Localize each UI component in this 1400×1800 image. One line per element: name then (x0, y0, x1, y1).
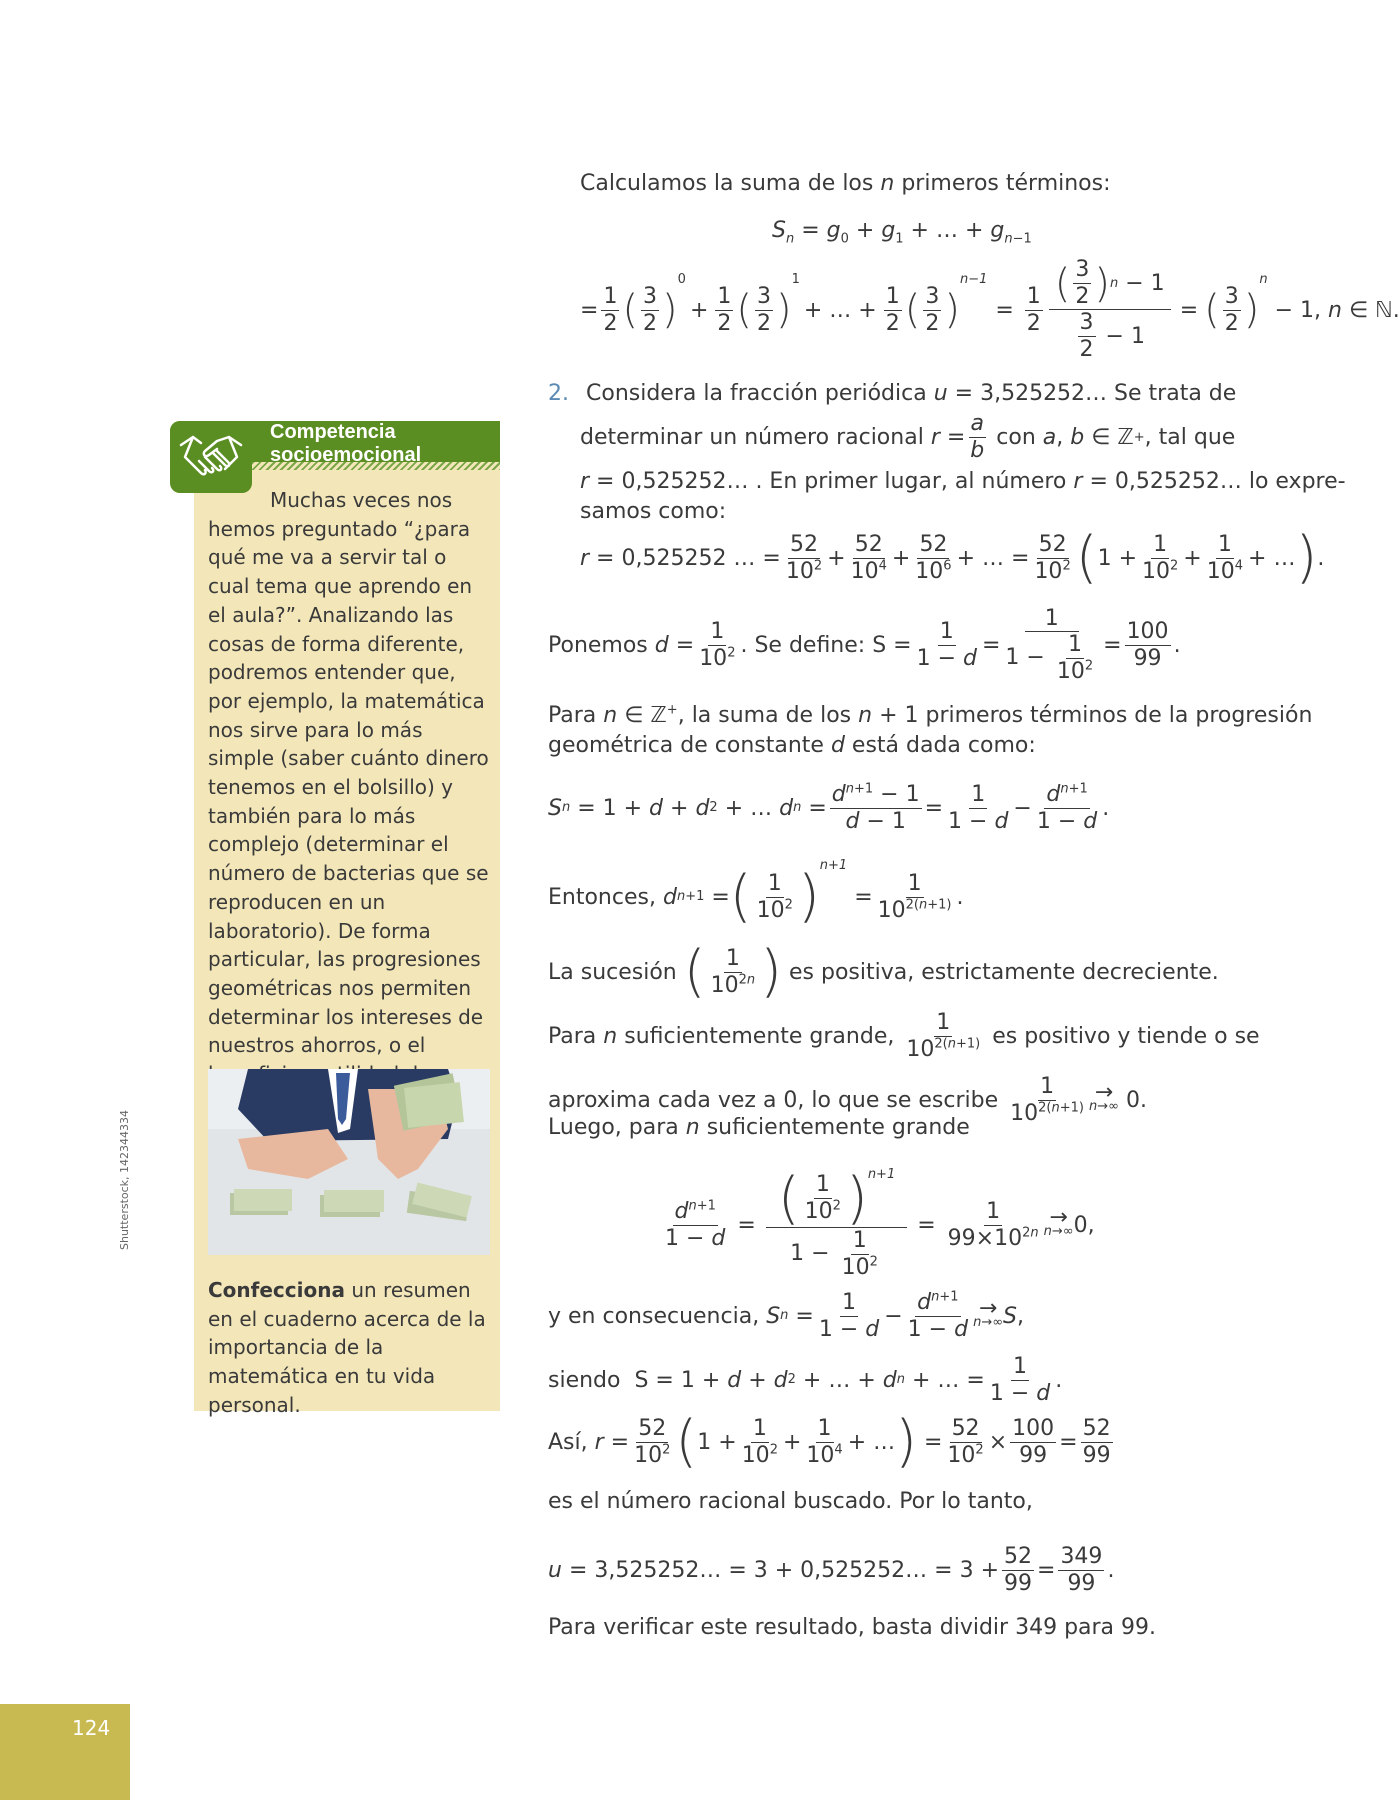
page-number: 124 (72, 1716, 111, 1740)
eq-entonces: Entonces, d n +1 = ( $\frac{1}{10^2}$ ) n+1 = $\frac{1}{10^{2(n+1)}}$ . (548, 858, 964, 929)
eq-asi: Así, r = $\frac{52}{10^2}$ ( 1 + $\frac{1}{10^2}$ + $\frac{1}{10^4}$ + … ) = $\frac{52}{10^2}$ × $\frac{100}{99}$ = $\frac{52}{99}$ (548, 1409, 1111, 1474)
sidebar-icon-box (170, 421, 252, 493)
sidebar-footer (208, 1276, 490, 1420)
eq-siendo: siendo S = 1 + d + d 2 + … + d n + … = $\frac{1}{1 - d}$ . (548, 1353, 1063, 1406)
item-2-line3: r = 0,525252… . En primer lugar, al número r = 0,525252… lo expre- (580, 469, 1346, 494)
sidebar-title (270, 421, 500, 467)
page-number-tab (0, 1704, 130, 1800)
eq-sum-def: $S_n = g_0 + g_1$ + … + $g_{n-1}$ (772, 218, 1032, 247)
para-n-line2: geométrica de constante d está dada como: (548, 733, 1036, 758)
sidebar-title-line1: Competencia (270, 421, 396, 443)
sidebar-body-first: Muchas veces nos (270, 488, 453, 512)
item-number: 2. (548, 381, 569, 406)
item-2-line4: samos como: (580, 499, 727, 524)
item-2-line1: 2. Considera la fracción periódica u = 3,525252… Se trata de (548, 381, 1237, 406)
handshake-icon (179, 431, 243, 483)
eq-consecuencia: y en consecuencia, S n = $\frac{1}{1 - d}$ − $\frac{d^{n+1}}{1 - d}$ → n→∞ S , (548, 1289, 1025, 1342)
money-photo (208, 1069, 490, 1255)
luego-line: Luego, para n suficientemente grande (548, 1115, 970, 1140)
eq-sucesion: La sucesión ( $\frac{1}{10^{2n}}$ ) es positiva, estrictamente decreciente. (548, 939, 1219, 1004)
para-n-line1: Para n ∈ ℤ+, la suma de los n + 1 primeros términos de la progresión (548, 702, 1313, 728)
sidebar-footer-text: un resumen en el cuaderno acerca de la importancia de la matemática en tu vida personal. (208, 1278, 486, 1417)
intro-line: Calculamos la suma de los n primeros términos: (580, 171, 1111, 196)
money-photo-illustration (208, 1069, 490, 1255)
eq-limit: $\frac{d^{n+1}}{1 - d}$ = ( $\frac{1}{10^2}$ ) n+1 1 − $\frac{1}{10^2}$ = $\frac{1}{99\times 10^{2n}}$ → n→∞ 0, (665, 1165, 1095, 1280)
sidebar-title-line2: socioemocional (270, 444, 422, 466)
photo-credit: Shutterstock, 142344334 (118, 1109, 131, 1250)
eq-r-expansion: r = 0,525252 … = $\frac{52}{10^2}$ + $\frac{52}{10^4}$ + $\frac{52}{10^6}$ + … = $\frac{52}{10^2}$ ( 1 + $\frac{1}{10^2}$ + $\frac{1}{10^4}$ + … ) . (580, 525, 1325, 590)
sidebar-body-text: hemos preguntado “¿para qué me va a servir tal o cual tema que aprendo en el aula?”. Analizando las cosas de forma diferente, podremos entender que, por ejemplo, la matemática nos sirve para lo más simple (saber cuánto dinero tenemos en el bolsillo) y también para lo más complejo (determinar el número de bacterias que se reproducen en un laboratorio). De forma particular, las progresiones geométricas nos permiten determinar los intereses de nuestros ahorros, o el (208, 516, 489, 1058)
eq-partial-sum: S n = 1 + d + d 2 + … d n = $\frac{d^{n+1} - 1}{d - 1}$ = $\frac{1}{1 - d}$ − $\frac{d^{n+1}}{1 - d}$ . (548, 781, 1110, 834)
eq-u-result: u = 3,525252… = 3 + 0,525252… = 3 + $\frac{52}{99}$ = $\frac{349}{99}$ . (548, 1543, 1115, 1596)
buscado-line: es el número racional buscado. Por lo tanto, (548, 1489, 1033, 1514)
eq-define-d: Ponemos d = $\frac{1}{10^2}$ . Se define: S = $\frac{1}{1 - d}$ = 1 1 − $\frac{1}{10^2}$ = $\frac{100}{99}$ . (548, 605, 1181, 684)
sidebar-footer-bold: Confecciona (208, 1278, 345, 1302)
eq-grande: Para n suficientemente grande, $\frac{1}{10^{2(n+1)}}$ es positivo y tiende o se (548, 1009, 1260, 1062)
eq-sum-expansion: = $\frac{1}{2}$ ( $\frac{3}{2}$ ) 0 + $\frac{1}{2}$ ( $\frac{3}{2}$ ) 1 + … + $\frac{1}{2}$ ( $\frac{3}{2}$ ) n−1 = $\frac{1}{2}$ ( $\frac{3}{2}$ ) n − 1 $\frac{3}{2}$ − 1 = ( $\frac{3}{2}$ ) n − 1, n ∈ ℕ. (580, 257, 1400, 362)
eq-aprox: aproxima cada vez a 0, lo que se escribe $\frac{1}{10^{2(n+1)}}$ → n→∞ 0. (548, 1073, 1147, 1126)
item-2-line2: determinar un número racional r = $\frac{a}{b}$ con a , b ∈ ℤ + , tal que (580, 411, 1236, 463)
verificar-line: Para verificar este resultado, basta dividir 349 para 99. (548, 1615, 1157, 1640)
